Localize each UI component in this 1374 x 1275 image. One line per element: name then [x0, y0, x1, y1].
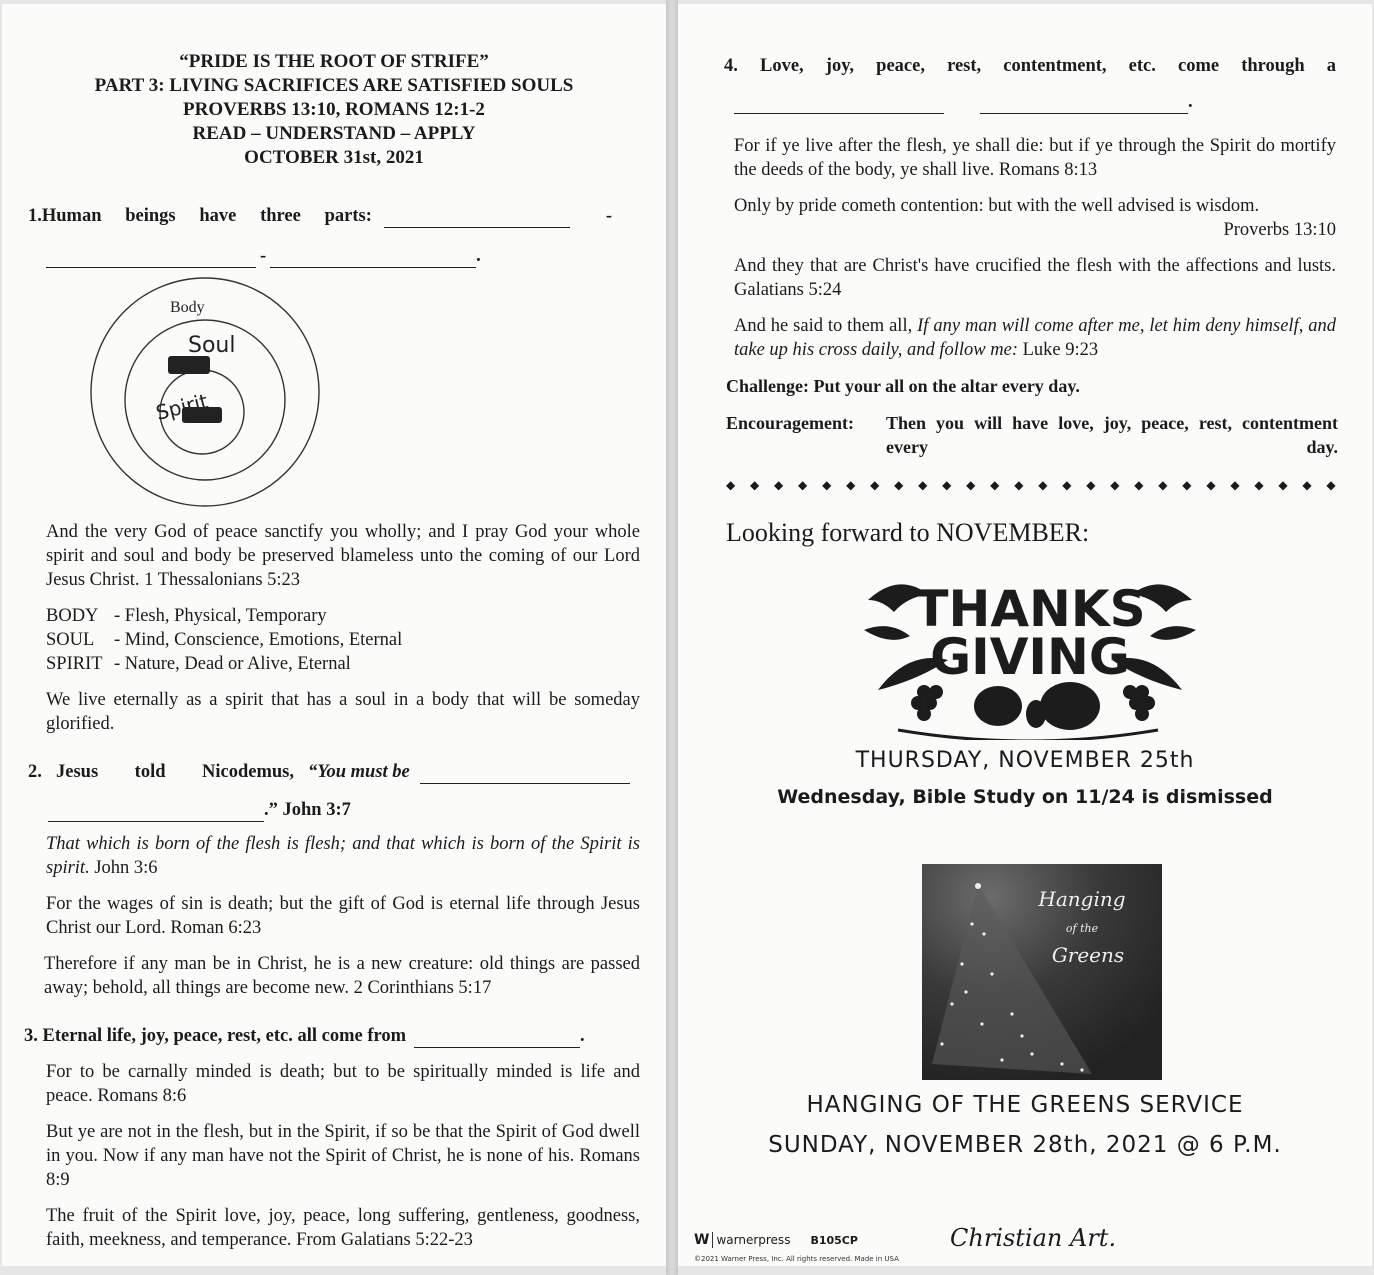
- dash: -: [605, 206, 613, 226]
- question-number: 2.: [28, 762, 42, 782]
- body-soul-spirit-diagram: [80, 272, 330, 512]
- question-text: 3. Eternal life, joy, peace, rest, etc. all come from: [24, 1026, 407, 1046]
- divider-dot: ◆: [1254, 478, 1264, 492]
- john-3-6: [46, 832, 640, 880]
- title-line: PROVERBS 13:10, ROMANS 12:1-2: [183, 99, 485, 120]
- greens-service-date: SUNDAY, NOVEMBER 28th, 2021 @ 6 P.M.: [768, 1132, 1282, 1158]
- divider-dot: ◆: [1206, 478, 1216, 492]
- vine-line: [898, 730, 1158, 740]
- divider-dot: ◆: [990, 478, 1000, 492]
- diamond-divider: [726, 478, 1336, 493]
- def-text: - Flesh, Physical, Temporary: [114, 606, 327, 626]
- divider-dot: ◆: [822, 478, 832, 492]
- divider-dot: ◆: [1086, 478, 1096, 492]
- romans-8-13: For if ye live after the flesh, ye shall die: but if ye through the Spirit do mortify the deeds of the body, ye shall live. Romans 8:13: [734, 136, 1336, 180]
- luke-9-23: [734, 314, 1336, 362]
- divider-dot: ◆: [894, 478, 904, 492]
- definitions-list: [46, 604, 402, 676]
- title-line: “PRIDE IS THE ROOT OF STRIFE”: [179, 51, 489, 72]
- thanks-word: THANKS: [914, 580, 1146, 638]
- question-ref: .” John 3:7: [264, 800, 351, 820]
- verse-ref: John 3:6: [94, 858, 158, 878]
- copyright-text: ©2021 Warner Press, Inc. All rights reserved. Made in USA: [694, 1255, 899, 1263]
- def-text: - Mind, Conscience, Emotions, Eternal: [114, 630, 403, 650]
- divider-dot: ◆: [1110, 478, 1120, 492]
- corinthians-5-17: Therefore if any man be in Christ, he is a new creature: old things are passed away; behold, all things are become new. 2 Corinthians 5:17: [44, 954, 640, 998]
- verse-italic: That which is born of the flesh is flesh; and that which is born of the Spirit is spirit.: [46, 834, 640, 878]
- question-quote: “You must be: [308, 762, 410, 782]
- question-number: 1.: [28, 206, 42, 226]
- title-line: OCTOBER 31st, 2021: [244, 147, 424, 168]
- answer-blank: [270, 249, 476, 268]
- question-4: 4. Love, joy, peace, rest, contentment, etc. come through a: [724, 56, 1336, 76]
- grape-icon: [1135, 707, 1149, 721]
- def-term: SOUL: [46, 630, 95, 650]
- publisher-name: warnerpress: [716, 1233, 791, 1247]
- divider-dot: ◆: [918, 478, 928, 492]
- greens-title-line1: Hanging: [1038, 887, 1126, 911]
- leaf-icon: [1150, 626, 1196, 640]
- dash: -: [260, 246, 267, 266]
- encouragement-label: Encouragement:: [726, 413, 854, 433]
- divider-dot: ◆: [1278, 478, 1288, 492]
- def-text: - Nature, Dead or Alive, Eternal: [114, 654, 351, 674]
- divider-dot: ◆: [1326, 478, 1336, 492]
- thessalonians-verse: And the very God of peace sanctify you wholly; and I pray God your whole spirit and soul and body be preserved blameless unto the coming of our Lord Jesus Christ. 1 Thessalonians 5:23: [46, 522, 640, 590]
- divider-dot: ◆: [1062, 478, 1072, 492]
- pumpkin-icon: [1040, 682, 1100, 730]
- romans-6-23: For the wages of sin is death; but the gift of God is eternal life through Jesus Christ our Lord. Roman 6:23: [46, 894, 640, 938]
- def-term: BODY: [46, 606, 99, 626]
- period: .: [1188, 92, 1193, 112]
- question-1-blanks: [46, 244, 481, 268]
- bulletin-title: [2, 50, 666, 170]
- period: .: [580, 1026, 585, 1046]
- divider-dot: ◆: [1230, 478, 1240, 492]
- answer-blank: [414, 1029, 580, 1048]
- hanging-of-greens-image: [922, 864, 1162, 1080]
- question-2: [28, 760, 640, 784]
- proverbs-13-10: [734, 194, 1336, 242]
- encouragement-text: Then you will have love, joy, peace, rest, contentment every day.: [886, 413, 1338, 457]
- answer-blank: [48, 803, 264, 822]
- title-line: PART 3: LIVING SACRIFICES ARE SATISFIED SOULS: [94, 75, 574, 96]
- looking-forward-heading: Looking forward to NOVEMBER:: [726, 518, 1090, 547]
- product-code: B105CP: [810, 1233, 858, 1247]
- question-4-blanks: [734, 90, 1193, 114]
- romans-8-9: But ye are not in the flesh, but in the Spirit, if so be that the Spirit of God dwell in you. Now if any man have not the Spirit of Christ, he is none of his. Romans 8:9: [46, 1122, 640, 1190]
- redacted-label: [168, 356, 210, 374]
- romans-8-6: For to be carnally minded is death; but to be spiritually minded is life and peace. Romans 8:6: [46, 1062, 640, 1106]
- answer-blank: [420, 765, 630, 784]
- divider-dot: ◆: [774, 478, 784, 492]
- giving-word: GIVING: [930, 628, 1130, 686]
- question-text: Human beings have three parts:: [41, 206, 372, 226]
- gourd-icon: [1026, 700, 1046, 728]
- divider-dot: ◆: [966, 478, 976, 492]
- thanksgiving-date: THURSDAY, NOVEMBER 25th: [855, 748, 1195, 773]
- greens-title-line2: of the: [1065, 922, 1099, 935]
- divider-dot: ◆: [798, 478, 808, 492]
- verse-lead: And he said to them all,: [734, 316, 913, 336]
- publisher-footer: [694, 1232, 858, 1248]
- answer-blank: [980, 95, 1188, 114]
- pumpkin-icon: [974, 686, 1022, 726]
- question-3: [24, 1024, 585, 1048]
- answer-blank: [46, 249, 256, 268]
- warner-logo: W: [694, 1232, 713, 1248]
- right-page: [678, 4, 1372, 1266]
- galatians-5-22: The fruit of the Spirit love, joy, peace, long suffering, gentleness, goodness, faith, meekness, and temperance. From Galatians 5:22-23: [46, 1206, 640, 1250]
- challenge-text: Challenge: Put your all on the altar every day.: [726, 376, 1080, 396]
- galatians-5-24: And they that are Christ's have crucified the flesh with the affections and lusts. Galatians 5:24: [734, 256, 1336, 300]
- divider-dot: ◆: [1134, 478, 1144, 492]
- divider-dot: ◆: [1182, 478, 1192, 492]
- bible-study-note: Wednesday, Bible Study on 11/24 is dismissed: [777, 786, 1273, 808]
- page-fold: [666, 0, 678, 1275]
- divider-dot: ◆: [1158, 478, 1168, 492]
- christian-art-logo: Christian Art.: [950, 1224, 1117, 1252]
- verse-italic: If any man will come after me, let him deny himself, and take up his cross daily, and follow me:: [734, 316, 1337, 360]
- verse-ref: Proverbs 13:10: [1223, 220, 1336, 240]
- greens-service-title: HANGING OF THE GREENS SERVICE: [806, 1092, 1244, 1118]
- verse-text: Only by pride cometh contention: but with the well advised is wisdom.: [734, 196, 1260, 216]
- live-eternally-text: We live eternally as a spirit that has a soul in a body that will be someday glorified.: [46, 690, 640, 734]
- divider-dot: ◆: [726, 478, 736, 492]
- question-text: Jesus told Nicodemus,: [56, 762, 294, 782]
- grape-icon: [917, 707, 931, 721]
- divider-dot: ◆: [870, 478, 880, 492]
- divider-dot: ◆: [1302, 478, 1312, 492]
- divider-dot: ◆: [942, 478, 952, 492]
- encouragement: [726, 411, 1338, 459]
- body-label: Body: [170, 299, 205, 316]
- soul-label: Soul: [188, 333, 236, 358]
- question-2-line2: [48, 798, 351, 822]
- def-term: SPIRIT: [46, 654, 103, 674]
- title-line: READ – UNDERSTAND – APPLY: [192, 123, 476, 144]
- left-page: [2, 4, 666, 1266]
- greens-title-line3: Greens: [1051, 943, 1125, 967]
- thanksgiving-artwork: [858, 570, 1202, 740]
- leaf-icon: [864, 626, 910, 640]
- divider-dot: ◆: [846, 478, 856, 492]
- period: .: [476, 246, 481, 266]
- answer-blank: [384, 209, 570, 228]
- answer-blank: [734, 95, 944, 114]
- divider-dot: ◆: [750, 478, 760, 492]
- divider-dot: ◆: [1038, 478, 1048, 492]
- divider-dot: ◆: [1014, 478, 1024, 492]
- question-1: [28, 204, 638, 228]
- verse-ref: Luke 9:23: [1022, 340, 1099, 360]
- spirit-label: Spirit: [153, 388, 211, 425]
